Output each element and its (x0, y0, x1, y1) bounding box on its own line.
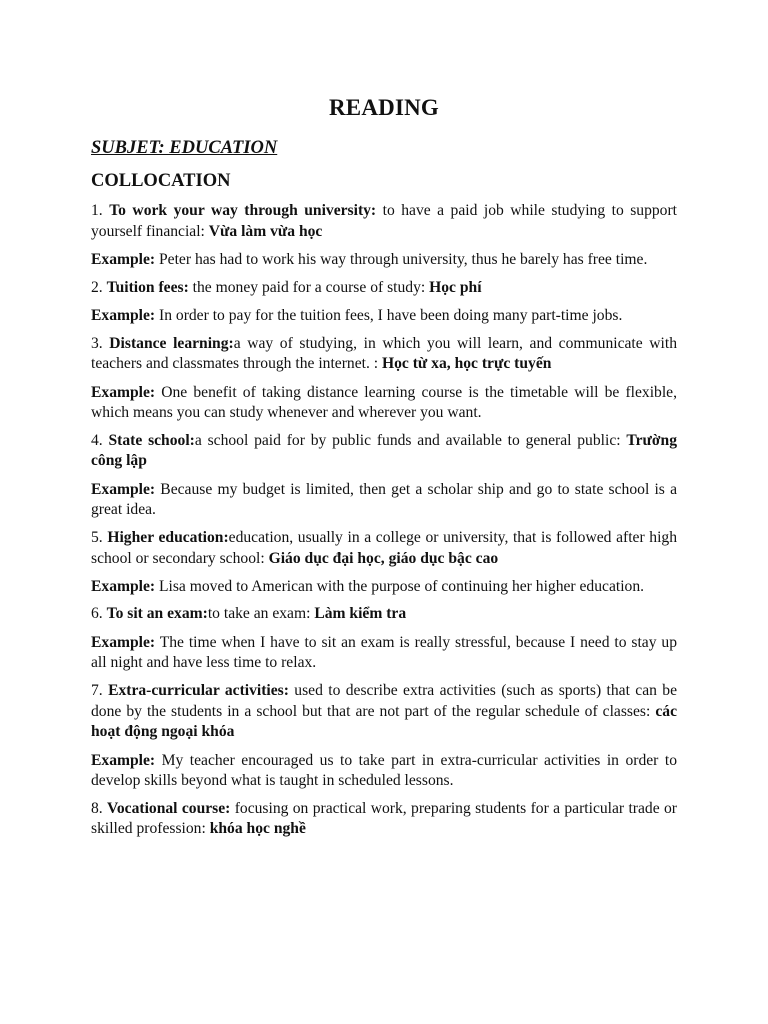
example-sentence (91, 383, 677, 424)
example-sentence (91, 250, 677, 271)
document-page (91, 92, 677, 840)
definition-text: to take an exam: (207, 605, 315, 623)
vietnamese-translation: Học phí (429, 278, 482, 296)
example-label: Example: (91, 250, 156, 268)
example-text: In order to pay for the tuition fees, I have been doing many part-time jobs. (155, 306, 623, 324)
example-label: Example: (91, 383, 156, 401)
collocation-term: Distance learning: (109, 334, 234, 352)
example-sentence (91, 577, 677, 598)
collocation-term: To sit an exam: (106, 605, 208, 623)
example-label: Example: (91, 480, 156, 498)
example-text: The time when I have to sit an exam is really stressful, because I need to stay up all night and have less time to relax. (91, 633, 677, 672)
collocation-definition (91, 334, 677, 375)
item-number: 1. (91, 202, 110, 219)
vietnamese-translation: Vừa làm vừa học (208, 222, 323, 240)
collocation-term: State school: (108, 431, 195, 449)
example-text: One benefit of taking distance learning course is the timetable will be flexible, which means you can study whenever and wherever you want. (91, 383, 677, 422)
collocation-definition (91, 681, 677, 743)
collocation-term: Tuition fees: (106, 278, 189, 296)
definition-text: a school paid for by public funds and available to general public: (194, 431, 627, 449)
example-text: Lisa moved to American with the purpose of continuing her higher education. (155, 577, 645, 595)
collocation-term: Higher education: (107, 528, 229, 546)
example-label: Example: (91, 633, 156, 651)
definition-text: focusing on practical work, preparing students for a particular trade or skilled profession: (91, 799, 677, 838)
collocation-definition (91, 604, 677, 625)
example-sentence (91, 306, 677, 327)
definition-text: the money paid for a course of study: (188, 278, 430, 296)
collocation-definition (91, 278, 677, 299)
collocation-term: Vocational course: (107, 799, 231, 817)
definition-text: used to describe extra activities (such as sports) that can be done by the students in a school but that are not part of the regular schedule of classes: (91, 682, 677, 720)
collocation-term: To work your way through university: (109, 202, 377, 219)
vietnamese-translation: Học từ xa, học trực tuyến (381, 355, 552, 373)
subject-heading: SUBJET: EDUCATION (91, 138, 278, 158)
item-number: 4. (91, 431, 109, 449)
collocation-definition (91, 528, 677, 569)
example-text: My teacher encouraged us to take part in extra-curricular activities in order to develop skills beyond what is taught in scheduled lessons. (91, 751, 677, 790)
vietnamese-translation: khóa học nghề (209, 820, 306, 838)
example-label: Example: (91, 751, 156, 769)
example-sentence (91, 751, 677, 792)
example-sentence (91, 480, 677, 521)
example-text: Peter has had to work his way through university, thus he barely has free time. (155, 250, 648, 268)
example-sentence (91, 633, 677, 674)
item-number: 2. (91, 278, 107, 296)
item-number: 6. (91, 605, 107, 623)
definition-text: a way of studying, in which you will learn, and communicate with teachers and classmates through the internet. : (91, 334, 677, 373)
vietnamese-translation: Làm kiểm tra (314, 605, 407, 623)
vietnamese-translation: Giáo dục đại học, giáo dục bậc cao (268, 549, 499, 567)
item-number: 7. (91, 682, 109, 700)
example-label: Example: (91, 577, 156, 595)
definition-text: education, usually in a college or university, that is followed after high school or secondary school: (91, 528, 678, 567)
collocation-definition (91, 201, 677, 242)
vietnamese-translation: Trường công lập (91, 431, 678, 470)
item-number: 5. (91, 528, 108, 546)
example-text: Because my budget is limited, then get a scholar ship and go to state school is a great idea. (91, 480, 677, 519)
example-label: Example: (91, 306, 156, 324)
collocation-definition (91, 431, 677, 472)
item-number: 8. (91, 799, 108, 817)
definition-text: to have a paid job while studying to support yourself financial: (91, 202, 678, 240)
section-heading: COLLOCATION (91, 171, 231, 191)
page-title: READING (328, 95, 440, 120)
item-number: 3. (91, 334, 110, 352)
collocation-definition (91, 799, 677, 840)
collocation-term: Extra-curricular activities: (108, 682, 289, 700)
vietnamese-translation: các hoạt động ngoại khóa (91, 702, 677, 741)
